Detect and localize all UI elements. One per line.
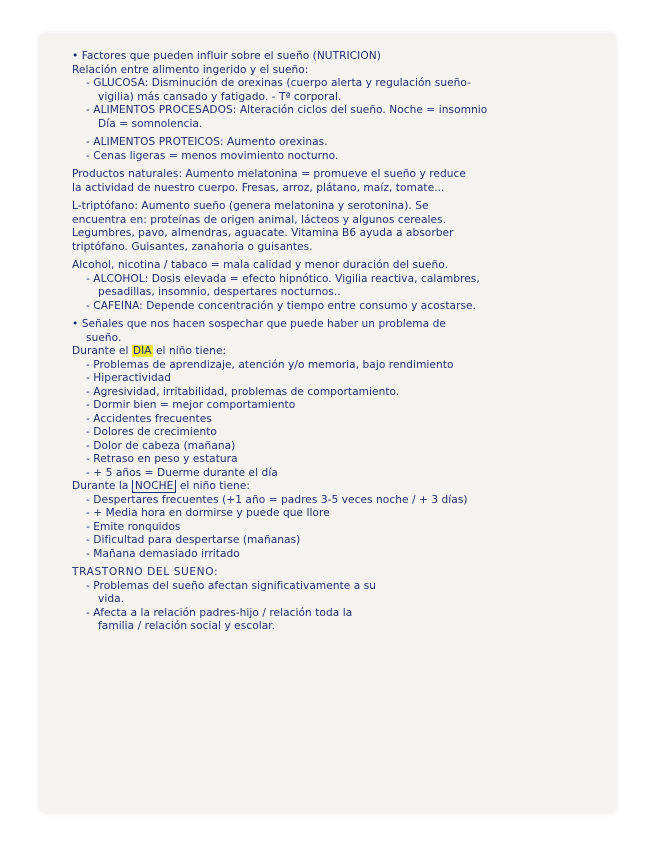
day-item: - Dormir bien = mejor comportamiento	[86, 399, 296, 411]
night-heading	[72, 480, 592, 494]
trastorno-line-2a: - Afecta a la relación padres-hijo / relación toda la	[86, 606, 353, 619]
naturales-line-1: Productos naturales: Aumento melatonina = promueve el sueño y reduce	[72, 168, 466, 180]
glucosa-line-1: - GLUCOSA: Disminución de orexinas (cuerpo alerta y regulación sueño-	[86, 77, 472, 89]
cenas-line: - Cenas ligeras = menos movimiento nocturno.	[86, 149, 339, 162]
handwritten-notes	[72, 50, 592, 634]
proteicos-line: - ALIMENTOS PROTEICOS: Aumento orexinas.	[86, 136, 328, 148]
alcohol-line-1: - ALCOHOL: Dosis elevada = efecto hipnótico. Vigilia reactiva, calambres,	[86, 272, 480, 285]
night-boxed-word: NOCHE	[132, 480, 177, 493]
triptofano-line-2: encuentra en: proteínas de origen animal, lácteos y algunos cereales.	[72, 213, 447, 226]
day-heading	[72, 345, 592, 359]
night-item: - Emite ronquidos	[86, 520, 181, 533]
alcohol-line-2: pesadillas, insomnio, despertares nocturnos..	[98, 286, 341, 298]
night-heading-post: el niño tiene:	[179, 480, 251, 492]
night-item: - + Media hora en dormirse y puede que llore	[86, 507, 330, 519]
night-heading-pre: Durante la	[72, 480, 129, 492]
triptofano-line-3: Legumbres, pavo, almendras, aguacate. Vitamina B6 ayuda a absorber	[72, 227, 454, 239]
naturales-line-2: la actividad de nuestro cuerpo. Fresas, arroz, plátano, maíz, tomate...	[72, 181, 445, 194]
glucosa-line-2: vigilia) más cansado y fatigado. - Tª corporal.	[98, 90, 342, 103]
trastorno-line-1b: vida.	[98, 593, 125, 605]
night-item: - Despertares frecuentes (+1 año = padres 3-5 veces noche / + 3 días)	[86, 493, 468, 506]
procesados-line-1: - ALIMENTOS PROCESADOS: Alteración ciclos del sueño. Noche = insomnio	[86, 104, 488, 116]
day-item: - Accidentes frecuentes	[86, 412, 212, 425]
day-item: - Retraso en peso y estatura	[86, 453, 238, 465]
trastorno-title: TRASTORNO DEL SUEÑO:	[72, 566, 219, 578]
triptofano-line-4: triptófano. Guisantes, zanahoria o guisantes.	[72, 240, 313, 253]
day-item: - Hiperactividad	[86, 372, 172, 384]
day-item: - Problemas de aprendizaje, atención y/o memoria, bajo rendimiento	[86, 358, 454, 371]
alcohol-title: Alcohol, nicotina / tabaco = mala calidad y menor duración del sueño.	[72, 259, 448, 271]
senales-line-1: • Señales que nos hacen sospechar que puede haber un problema de	[72, 318, 446, 330]
night-item: - Dificultad para despertarse (mañanas)	[86, 534, 301, 546]
senales-line-2: sueño.	[86, 331, 122, 344]
procesados-line-2: Día = somnolencia.	[98, 117, 203, 130]
trastorno-line-2b: familia / relación social y escolar.	[98, 620, 276, 632]
day-highlight: DÍA	[132, 345, 152, 357]
day-heading-pre: Durante el	[72, 345, 129, 357]
day-item: - Dolores de crecimiento	[86, 426, 217, 438]
day-item: - Dolor de cabeza (mañana)	[86, 439, 236, 452]
section-heading-nutrition: • Factores que pueden influir sobre el sueño (NUTRICIÓN)	[72, 50, 381, 62]
triptofano-line-1: L-triptófano: Aumento sueño (genera melatonina y serotonina). Se	[72, 200, 429, 212]
trastorno-line-1a: - Problemas del sueño afectan significativamente a su	[86, 579, 377, 592]
relation-title: Relación entre alimento ingerido y el sueño:	[72, 63, 309, 76]
night-item: - Mañana demasiado irritado	[86, 547, 240, 560]
day-heading-post: el niño tiene:	[155, 345, 227, 357]
notebook-page	[40, 34, 615, 812]
day-item: - + 5 años = Duerme durante el día	[86, 466, 278, 479]
day-item: - Agresividad, irritabilidad, problemas de comportamiento.	[86, 385, 400, 398]
cafeina-line: - CAFEÍNA: Depende concentración y tiempo entre consumo y acostarse.	[86, 299, 477, 312]
